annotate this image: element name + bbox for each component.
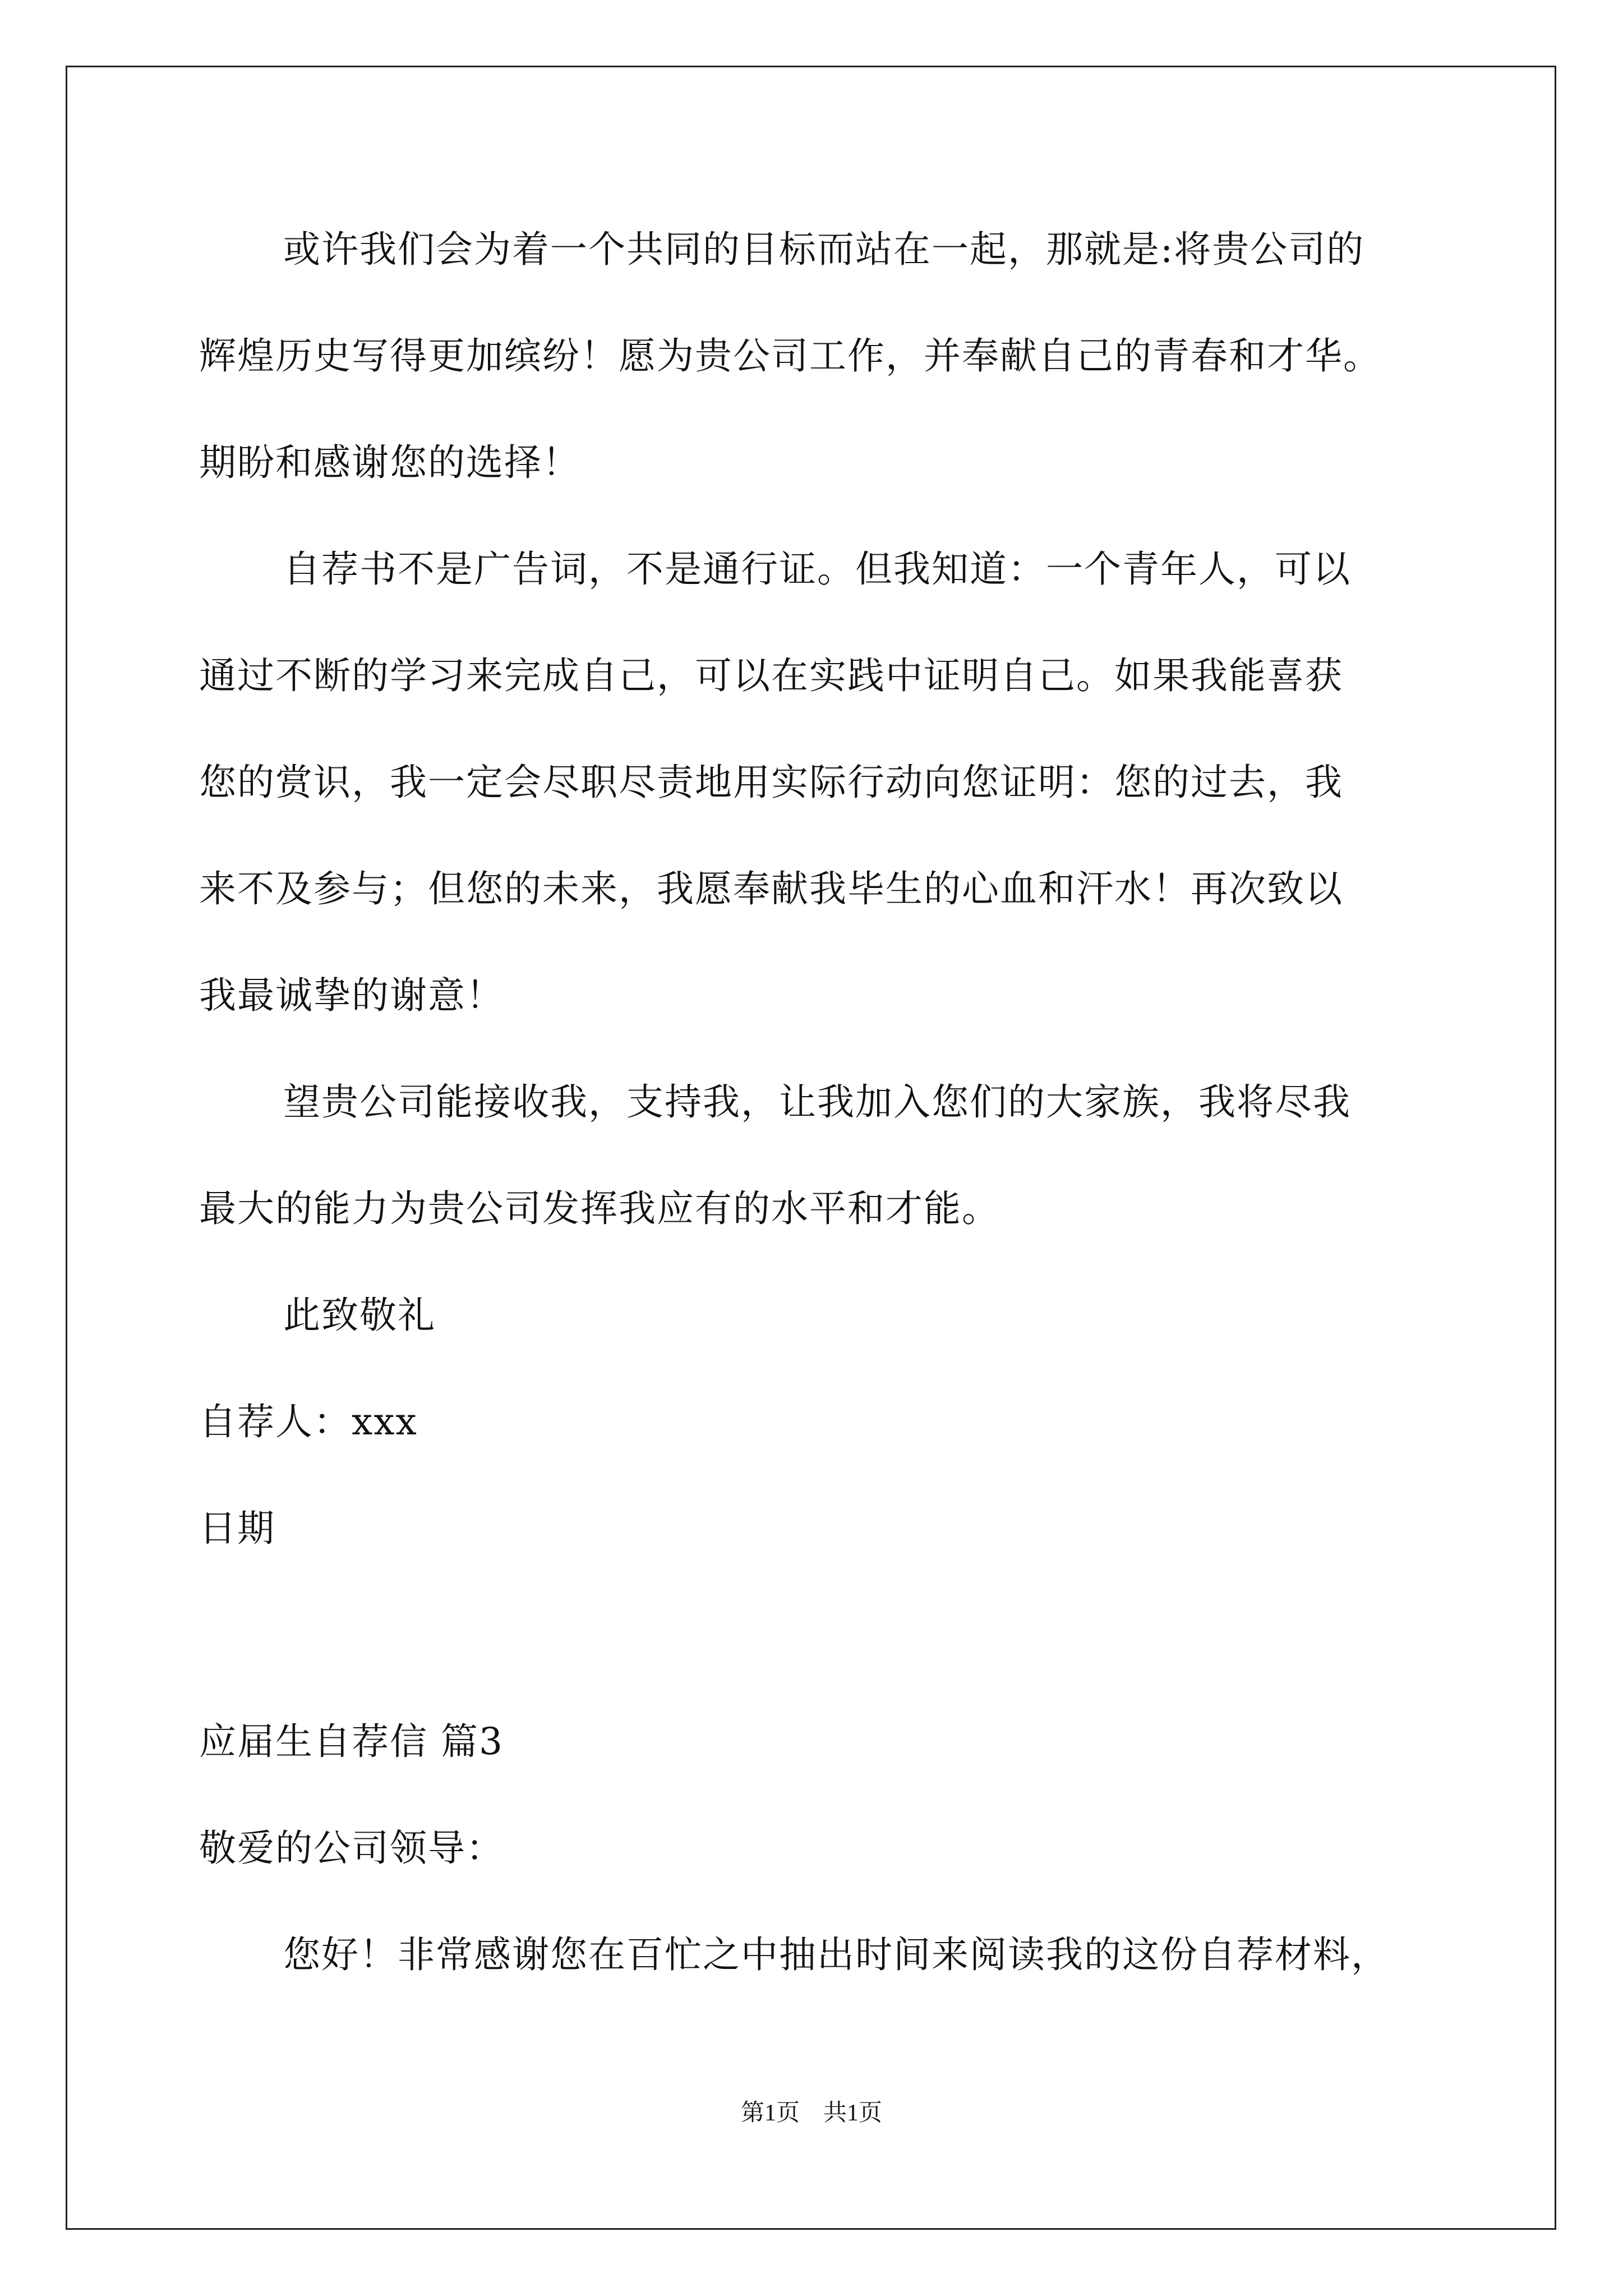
page-footer: 第1页 共1页 [740, 2100, 882, 2126]
signature-line: 自荐人：xxx [199, 1400, 418, 1443]
paragraph-2-line-4: 来不及参与；但您的未来，我愿奉献我毕生的心血和汗水！再次致以 [199, 867, 1343, 910]
paragraph-3-line-1: 望贵公司能接收我，支持我，让我加入您们的大家族，我将尽我 [283, 1080, 1351, 1124]
page-frame [66, 66, 1556, 2230]
section-heading: 应届生自荐信 篇3 [199, 1720, 504, 1763]
paragraph-1-line-2: 辉煌历史写得更加缤纷！愿为贵公司工作，并奉献自己的青春和才华。 [199, 334, 1381, 378]
closing-salutation: 此致敬礼 [283, 1294, 436, 1337]
paragraph-4-line-1: 您好！非常感谢您在百忙之中抽出时间来阅读我的这份自荐材料， [283, 1933, 1389, 1976]
greeting-line: 敬爱的公司领导： [199, 1826, 504, 1870]
paragraph-2-line-2: 通过不断的学习来完成自己，可以在实践中证明自己。如果我能喜获 [199, 654, 1343, 697]
paragraph-2-line-3: 您的赏识，我一定会尽职尽责地用实际行动向您证明：您的过去，我 [199, 761, 1343, 804]
paragraph-2-line-5: 我最诚挚的谢意！ [199, 974, 504, 1017]
paragraph-3-line-2: 最大的能力为贵公司发挥我应有的水平和才能。 [199, 1187, 1000, 1230]
date-line: 日期 [199, 1507, 275, 1550]
paragraph-1-line-1: 或许我们会为着一个共同的目标而站在一起，那就是:将贵公司的 [283, 228, 1365, 271]
paragraph-1-line-3: 期盼和感谢您的选择！ [199, 441, 580, 484]
paragraph-2-line-1: 自荐书不是广告词，不是通行证。但我知道：一个青年人，可以 [283, 547, 1351, 591]
